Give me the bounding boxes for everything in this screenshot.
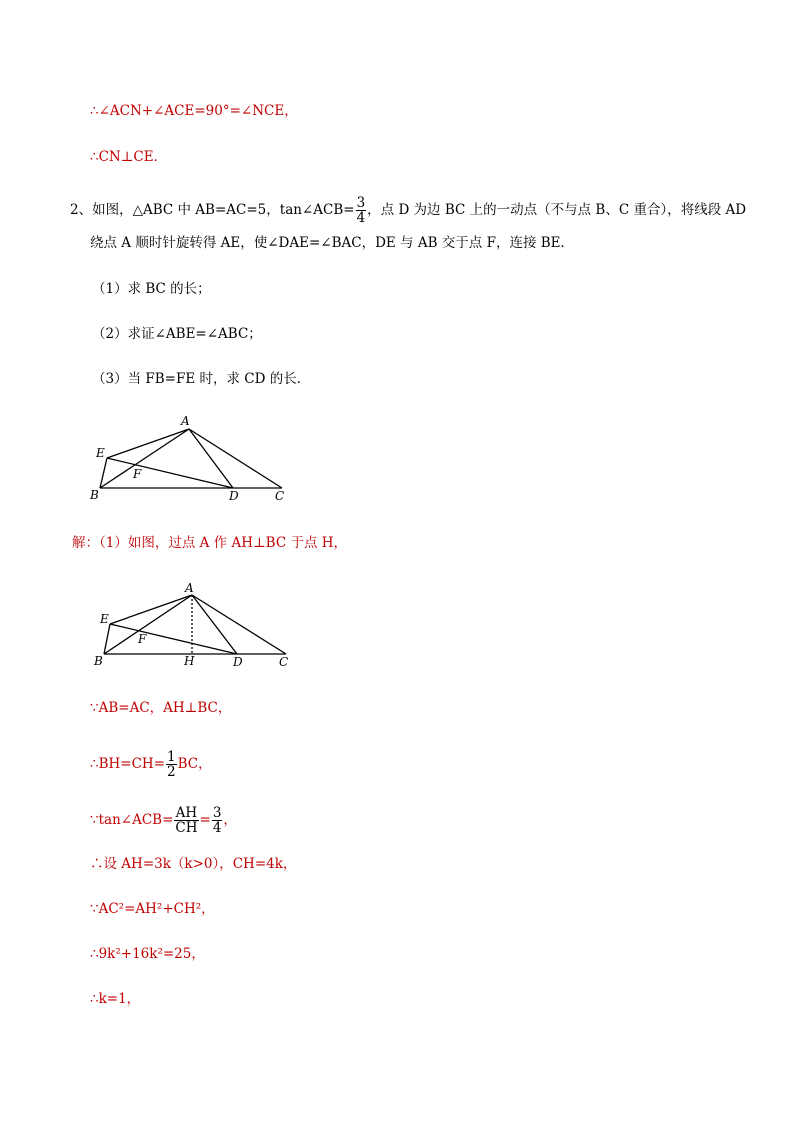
solution-step-1: ∵AB=AC，AH⊥BC， <box>90 700 232 716</box>
problem-text-b: ，点 D 为边 BC 上的一动点（不与点 B、C 重合），将线段 AD <box>367 202 747 218</box>
three-numerator: 3 <box>212 805 222 821</box>
fig2-label-B: B <box>94 654 103 668</box>
step2-text-b: BC， <box>177 756 212 772</box>
fig1-label-B: B <box>90 488 99 502</box>
fig2-label-C: C <box>279 655 289 669</box>
top-line-1: ∴∠ACN+∠ACE=90°=∠NCE， <box>90 103 298 119</box>
fig2-label-D: D <box>233 655 243 669</box>
fig2-label-F: F <box>138 632 147 646</box>
three-quarters-fraction <box>212 806 223 835</box>
fig1-label-A: A <box>181 414 190 428</box>
fig2-label-A: A <box>185 581 194 595</box>
fig2-label-E: E <box>100 612 109 626</box>
ch-denominator: CH <box>175 820 198 836</box>
half-numerator: 1 <box>167 749 176 765</box>
ah-ch-fraction <box>174 806 198 835</box>
solution-heading: 解：（1）如图，过点 A 作 AH⊥BC 于点 H， <box>72 535 348 551</box>
fig1-label-F: F <box>133 467 142 481</box>
solution-step-3 <box>90 806 237 835</box>
question-part-1: （1）求 BC 的长； <box>92 281 211 297</box>
solution-step-2 <box>90 750 212 779</box>
fig1-label-E: E <box>96 446 105 460</box>
ah-numerator: AH <box>175 805 198 821</box>
problem-statement-line-2: 绕点 A 顺时针旋转得 AE，使∠DAE=∠BAC，DE 与 AB 交于点 F，连接 BE． <box>90 235 575 251</box>
fig1-label-C: C <box>275 489 285 503</box>
question-part-2: （2）求证∠ABE=∠ABC； <box>92 326 262 342</box>
top-line-2: ∴CN⊥CE． <box>90 149 168 165</box>
problem-text-a: 2、如图，△ABC 中 AB=AC=5，tan∠ACB= <box>70 202 355 218</box>
solution-step-6: ∴9k²+16k²=25， <box>90 946 205 962</box>
half-denominator: 2 <box>167 764 176 780</box>
fig1-label-D: D <box>229 489 239 503</box>
solution-step-4: ∴设 AH=3k（k>0），CH=4k， <box>90 856 297 872</box>
tan-fraction-numerator: 3 <box>356 195 366 211</box>
question-part-3: （3）当 FB=FE 时，求 CD 的长． <box>92 371 311 387</box>
tan-fraction-denominator: 4 <box>356 210 366 226</box>
step3-text-a: ∵tan∠ACB= <box>90 812 174 828</box>
step2-text-a: ∴BH=CH= <box>90 756 166 772</box>
step3-text-b: ， <box>223 812 237 828</box>
half-fraction <box>166 750 177 779</box>
step3-equals: = <box>199 812 211 828</box>
four-denominator: 4 <box>212 820 222 836</box>
solution-step-7: ∴k=1， <box>90 991 141 1007</box>
fig2-label-H: H <box>184 654 195 668</box>
solution-step-5: ∵AC²=AH²+CH²， <box>90 901 215 917</box>
